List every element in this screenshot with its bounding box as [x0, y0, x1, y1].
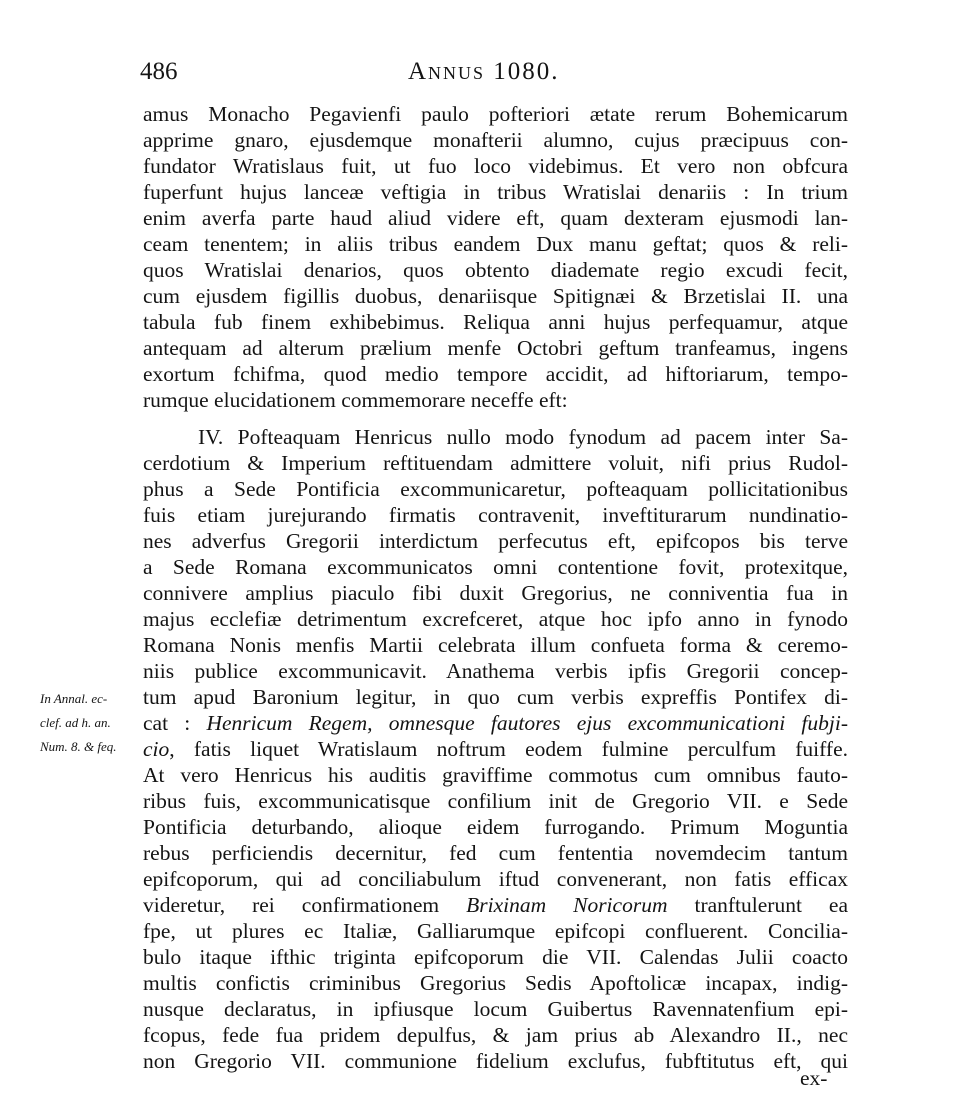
- text-line: fcopus, fede fua pridem depulfus, & jam prius ab Alexandro II., nec: [143, 1023, 848, 1047]
- margin-note-line: clef. ad h. an.: [40, 715, 111, 730]
- text-line: niis publice excommunicavit. Anathema verbis ipfis Gregorii concep-: [143, 659, 848, 683]
- text-segment: tranftulerunt ea: [667, 893, 849, 917]
- text-line: antequam ad alterum prælium menfe Octobri geftum tranfeamus, ingens: [143, 336, 848, 360]
- margin-note-line: Num. 8. & feq.: [40, 739, 117, 754]
- text-line: exortum fchifma, quod medio tempore accidit, ad hiftoriarum, tempo-: [143, 362, 848, 386]
- text-line: a Sede Romana excommunicatos omni contentione fovit, protexitque,: [143, 555, 848, 579]
- italic-quote: Henricum Regem, omnesque fautores ejus excommunicationi fubji-: [206, 711, 848, 735]
- text-line: rumque elucidationem commemorare neceffe eft:: [143, 388, 568, 412]
- text-segment: cat :: [143, 711, 207, 735]
- catchword: ex-: [800, 1066, 828, 1090]
- text-line: [143, 892, 848, 918]
- text-line: Romana Nonis menfis Martii celebrata illum confueta forma & ceremo-: [143, 633, 848, 657]
- text-line: phus a Sede Pontificia excommunicaretur, pofteaquam pollicitationibus: [143, 477, 848, 501]
- text-line: fuis etiam jurejurando firmatis contravenit, inveftiturarum nundinatio-: [143, 503, 848, 527]
- italic-place-name: Brixinam Noricorum: [466, 893, 668, 917]
- text-line: amus Monacho Pegavienfi paulo pofteriori ætate rerum Bohemicarum: [143, 102, 848, 126]
- text-line: [143, 736, 848, 762]
- text-line: ceam tenentem; in aliis tribus eandem Dux manu geftat; quos & reli-: [143, 232, 848, 256]
- text-line: tum apud Baronium legitur, in quo cum verbis expreffis Pontifex di-: [143, 685, 848, 709]
- italic-quote: cio: [143, 737, 170, 761]
- page-header: [140, 58, 852, 88]
- text-line: nusque declaratus, in ipfiusque locum Guibertus Ravennatenfium epi-: [143, 997, 848, 1021]
- text-line: apprime gnaro, ejusdemque monafterii alumno, cujus præcipuus con-: [143, 128, 848, 152]
- text-line: nes adverfus Gregorii interdictum perfecutus eft, epifcopos bis terve: [143, 529, 848, 553]
- margin-note-line: In Annal. ec-: [40, 691, 108, 706]
- text-line: ribus fuis, excommunicatisque confilium init de Gregorio VII. e Sede: [143, 789, 848, 813]
- text-line: Pontificia deturbando, alioque eidem furrogando. Primum Moguntia: [143, 815, 848, 839]
- text-line: bulo itaque ifthic triginta epifcoporum die VII. Calendas Julii coacto: [143, 945, 848, 969]
- text-segment: videretur, rei confirmationem: [143, 893, 467, 917]
- text-line: quos Wratislai denarios, quos obtento diademate regio excudi fecit,: [143, 258, 848, 282]
- text-line: [143, 710, 848, 736]
- text-line: connivere amplius piaculo fibi duxit Gregorius, ne conniventia fua in: [143, 581, 848, 605]
- text-line: multis confictis criminibus Gregorius Sedis Apoftolicæ incapax, indig-: [143, 971, 848, 995]
- text-line: fuperfunt hujus lanceæ veftigia in tribus Wratislai denariis : In trium: [143, 180, 848, 204]
- text-line: cum ejusdem figillis duobus, denariisque Spitignæi & Brzetislai II. una: [143, 284, 848, 308]
- text-line: rebus perficiendis decernitur, fed cum fententia novemdecim tantum: [143, 841, 848, 865]
- text-line: cerdotium & Imperium reftituendam admittere voluit, nifi prius Rudol-: [143, 451, 848, 475]
- text-line: enim averfa parte haud aliud videre eft, quam dexteram ejusmodi lan-: [143, 206, 848, 230]
- text-line: non Gregorio VII. communione fidelium exclufus, fubftitutus eft, qui: [143, 1049, 848, 1073]
- text-line: At vero Henricus his auditis graviffime commotus cum omnibus fauto-: [143, 763, 848, 787]
- text-line: IV. Pofteaquam Henricus nullo modo fynodum ad pacem inter Sa-: [198, 425, 848, 449]
- page-number: 486: [140, 58, 178, 85]
- text-line: tabula fub finem exhibebimus. Reliqua anni hujus perfequamur, atque: [143, 310, 848, 334]
- text-line: majus ecclefiæ detrimentum excrefceret, atque hoc ipfo anno in fynodo: [143, 607, 848, 631]
- running-title: Annus 1080.: [408, 58, 560, 85]
- text-segment: , fatis liquet Wratislaum noftrum eodem fulmine perculfum fuiffe.: [169, 737, 848, 761]
- text-line: epifcoporum, qui ad conciliabulum iftud convenerant, non fatis efficax: [143, 867, 848, 891]
- text-line: fundator Wratislaus fuit, ut fuo loco videbimus. Et vero non obfcura: [143, 154, 848, 178]
- text-line: fpe, ut plures ec Italiæ, Galliarumque epifcopi confluerent. Concilia-: [143, 919, 848, 943]
